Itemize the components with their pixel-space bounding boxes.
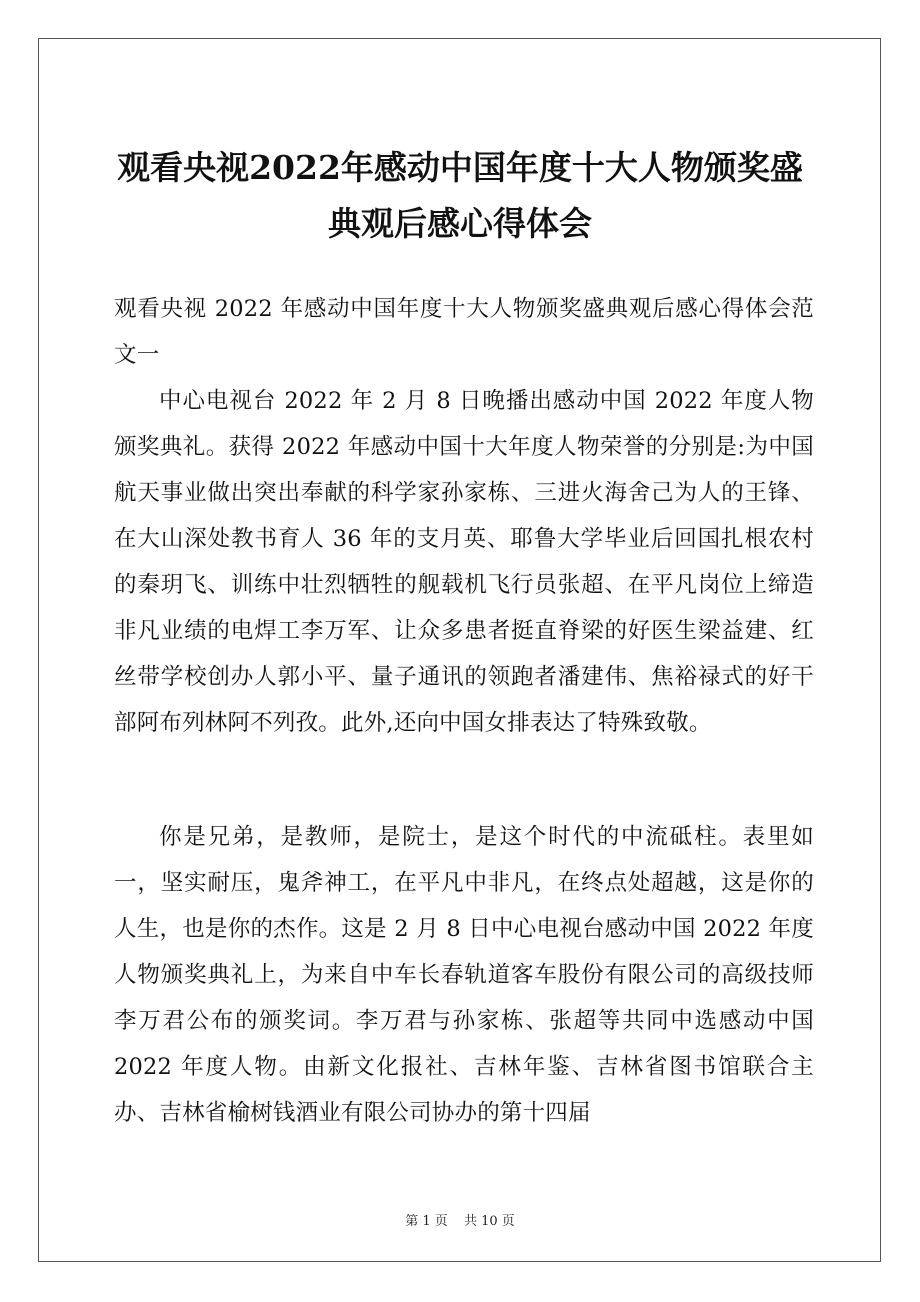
subtitle-paragraph: 观看央视 2022 年感动中国年度十大人物颁奖盛典观后感心得体会范文一 bbox=[114, 296, 814, 368]
page-number: 第 1 页 bbox=[405, 1214, 448, 1229]
page-footer bbox=[0, 1210, 920, 1229]
document-title-line-1: 观看央视2022年感动中国年度十大人物颁奖盛 bbox=[117, 148, 803, 187]
body-paragraph: 你是兄弟，是教师，是院士，是这个时代的中流砥柱。表里如一，坚实耐压，鬼斧神工，在平凡中非凡，在终点处超越，这是你的人生，也是你的杰作。这是 2 月 8 日中心电视台感动中国 2022 年度人物颁奖典礼上，为来自中车长春轨道客车股份有限公司的高级技师李万君公布的颁奖词。李万君与孙家栋、张超等共同中选感动中国 2022 年度人物。由新文化报社、吉林年鉴、吉林省图书馆联合主办、吉林省榆树钱酒业有限公司协办的第十四届 bbox=[114, 824, 814, 1126]
document-title-line-2: 典观后感心得体会 bbox=[328, 204, 592, 243]
page-total: 共 10 页 bbox=[463, 1214, 515, 1229]
body-paragraph: 中心电视台 2022 年 2 月 8 日晚播出感动中国 2022 年度人物颁奖典礼。获得 2022 年感动中国十大年度人物荣誉的分别是:为中国航天事业做出突出奉献的科学家孙家栋、三进火海舍己为人的王锋、在大山深处教书育人 36 年的支月英、耶鲁大学毕业后回国扎根农村的秦玥飞、训练中壮烈牺牲的舰载机飞行员张超、在平凡岗位上缔造非凡业绩的电焊工李万军、让众多患者挺直脊梁的好医生梁益建、红丝带学校创办人郭小平、量子通讯的领跑者潘建伟、焦裕禄式的好干部阿布列林阿不列孜。此外,还向中国女排表达了特殊致敬。 bbox=[114, 388, 814, 736]
